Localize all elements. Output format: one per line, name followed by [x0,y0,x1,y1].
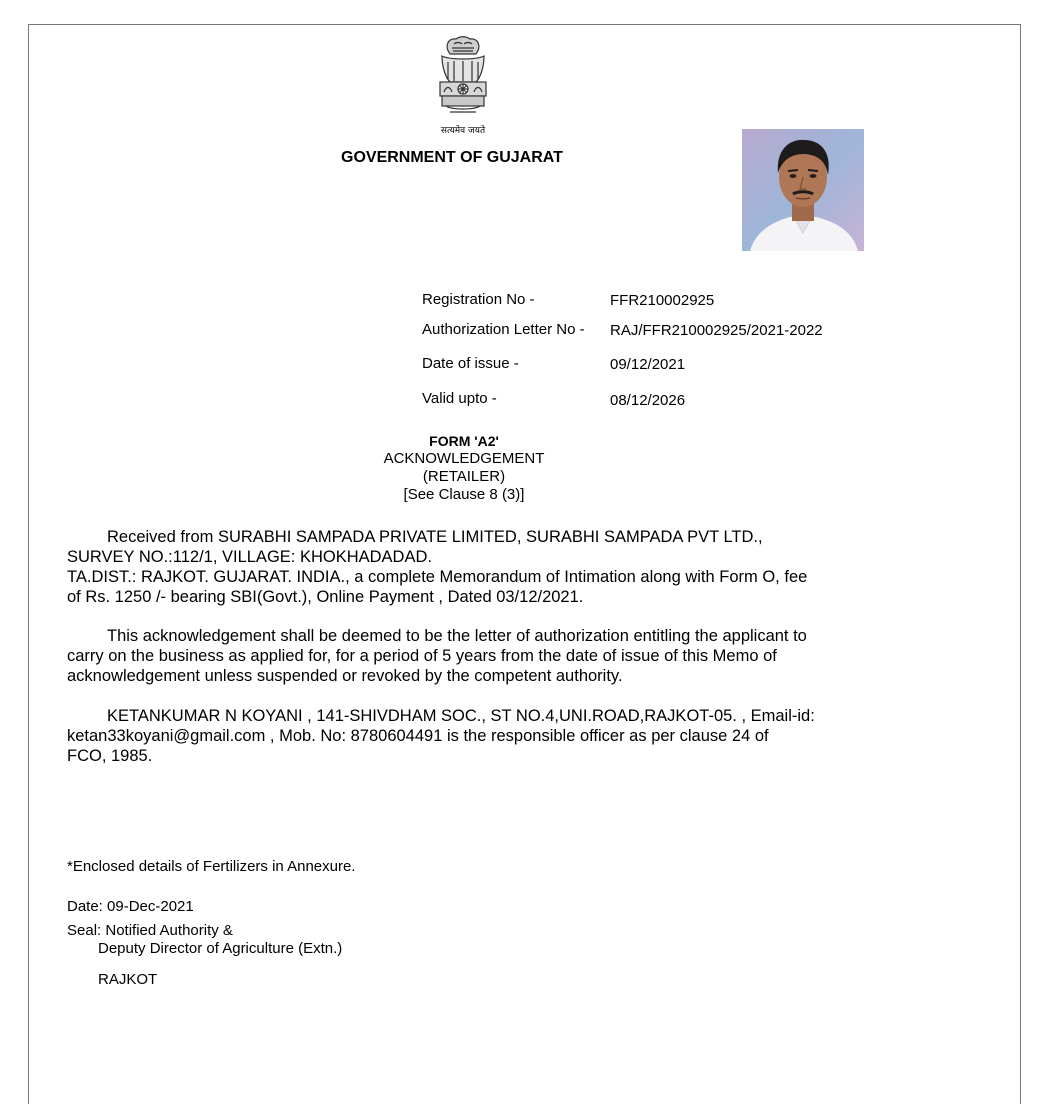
form-subtitle: ACKNOWLEDGEMENT [383,450,545,467]
registration-no-label: Registration No - [422,291,535,308]
form-title: FORM 'A2' [429,433,499,449]
receipt-line: Received from SURABHI SAMPADA PRIVATE LIMITED, SURABHI SAMPADA PVT LTD., [107,528,763,546]
emblem-motto: सत्यमेव जयते [440,126,486,136]
date-of-issue-label: Date of issue - [422,355,519,372]
officer-line: KETANKUMAR N KOYANI , 141-SHIVDHAM SOC., ST NO.4,UNI.ROAD,RAJKOT-05. , Email-id: [107,707,815,725]
receipt-line: of Rs. 1250 /- bearing SBI(Govt.), Online Payment , Dated 03/12/2021. [67,588,584,606]
applicant-photo [742,129,864,251]
national-emblem [432,34,494,138]
date-of-issue-value: 09/12/2021 [610,356,686,373]
authority-designation: Deputy Director of Agriculture (Extn.) [98,940,343,957]
responsible-officer-paragraph [67,706,897,766]
seal-authority: Seal: Notified Authority & [67,922,233,939]
government-title: GOVERNMENT OF GUJARAT [341,149,563,166]
enclosure-note: *Enclosed details of Fertilizers in Annexure. [67,858,356,875]
receipt-paragraph [67,527,897,607]
receipt-line: SURVEY NO.:112/1, VILLAGE: KHOKHADADAD. [67,548,432,566]
form-clause: [See Clause 8 (3)] [403,486,525,503]
authorization-paragraph [67,626,897,686]
officer-line: FCO, 1985. [67,747,153,765]
officer-line: ketan33koyani@gmail.com , Mob. No: 8780604491 is the responsible officer as per clause 24 of [67,727,769,745]
authorization-line: acknowledgement unless suspended or revoked by the competent authority. [67,667,623,685]
authorization-letter-no-label: Authorization Letter No - [422,321,585,338]
issue-date: Date: 09-Dec-2021 [67,898,194,915]
authorization-letter-no-value: RAJ/FFR210002925/2021-2022 [610,322,823,339]
form-type: (RETAILER) [422,468,506,485]
registration-no-value: FFR210002925 [610,292,715,309]
authorization-line: carry on the business as applied for, for a period of 5 years from the date of issue of this Memo of [67,647,777,665]
valid-upto-label: Valid upto - [422,390,497,407]
receipt-line: TA.DIST.: RAJKOT. GUJARAT. INDIA., a complete Memorandum of Intimation along with Form O, fee [67,568,808,586]
authority-place: RAJKOT [98,971,158,988]
authorization-line: This acknowledgement shall be deemed to be the letter of authorization entitling the applicant to [107,627,807,645]
ashoka-lion-capital-icon [432,34,494,124]
valid-upto-value: 08/12/2026 [610,392,686,409]
